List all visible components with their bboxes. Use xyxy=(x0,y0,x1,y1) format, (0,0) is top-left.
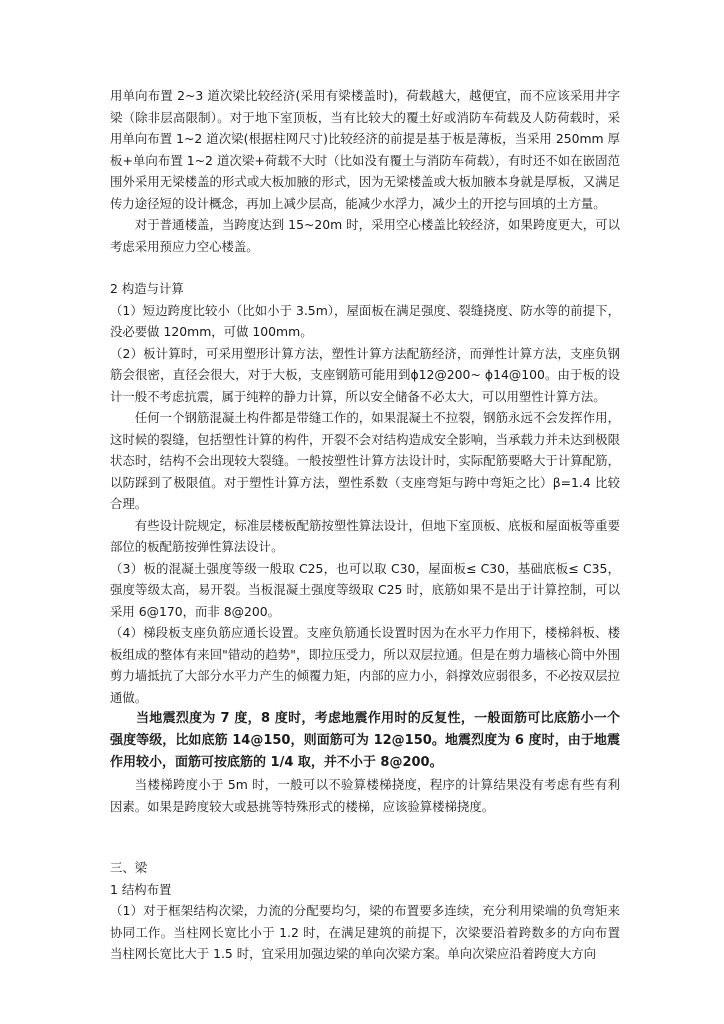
paragraph-design-institute: 有些设计院规定，标准层楼板配筋按塑性算法设计，但地下室顶板、底板和屋面板等重要部位的板配筋按弹性算法设计。 xyxy=(110,517,620,554)
paragraph-item-2: （2）板计算时，可采用塑形计算方法，塑性计算方法配筋经济，而弹性计算方法，支座负钢筋会很密，直径会很大，对于大板，支座钢筋可能用到ϕ12@200~ ϕ14@100。由于板的设计一般不考虑抗震，属于纯粹的静力计算，所以安全储备不必太大，可以用塑性计算方法。 xyxy=(110,345,620,404)
chapter-heading-beams: 三、梁 xyxy=(110,860,148,875)
paragraph-item-4: （4）梯段板支座负筋应通长设置。支座负筋通长设置时因为在水平力作用下，楼梯斜板、楼板组成的整体有来回"错动的趋势"，即拉压受力，所以双层拉通。但是在剪力墙核心筒中外围剪力墙抵抗了大部分水平力产生的倾覆力矩，内部的应力小，斜撑效应弱很多，不必按双层拉通做。 xyxy=(110,625,620,705)
section-heading-layout: 1 结构布置 xyxy=(110,881,172,897)
paragraph-floor-beams: 用单向布置 2~3 道次梁比较经济(采用有梁楼盖时)，荷载越大，越便宜，而不应该采用井字梁（除非层高限制）。对于地下室顶板，当有比较大的覆土好或消防车荷载及人防荷载时，采用单向布置 1~2 道次梁(根据柱网尺寸)比较经济的前提是基于板是薄板，当采用 250mm 厚板+单向布置 1~2 道次梁+荷载不大时（比如没有覆土与消防车荷载），有时还不如在嵌固范围外采用无梁楼盖的形式或大板加腋的形式，因为无梁楼盖或大板加腋本身就是厚板，又满足传力途径短的设计概念，再加上减少层高，能减少水浮力，减少土的开挖与回填的土方量。 xyxy=(110,88,620,211)
paragraph-beam-item-1: （1）对于框架结构次梁，力流的分配要均匀，梁的布置要多连续，充分利用梁端的负弯矩来协同工作。当柱网长宽比小于 1.2 时，在满足建筑的前提下，次梁要沿着跨数多的方向布置当柱网长宽比大于 1.5 时，宜采用加强边梁的单向次梁方案。单向次梁应沿着跨度大方向 xyxy=(110,903,620,961)
document-body xyxy=(110,85,620,965)
paragraph-item-1: （1）短边跨度比较小（比如小于 3.5m），屋面板在满足强度、裂缝挠度、防水等的前提下，没必要做 120mm，可做 100mm。 xyxy=(110,302,620,339)
spacer xyxy=(110,257,620,278)
paragraph-seismic-bold: 当地震烈度为 7 度，8 度时，考虑地震作用时的反复性，一般面筋可比底筋小一个强度等级，比如底筋 14@150，则面筋可为 12@150。地震烈度为 6 度时，由于地震作用较小，面筋可按底筋的 1/4 取，并不小于 8@200。 xyxy=(110,711,620,770)
paragraph-cracking: 任何一个钢筋混凝土构件都是带缝工作的，如果混凝土不拉裂，钢筋永远不会发挥作用，这时候的裂缝，包括塑性计算的构件，开裂不会对结构造成安全影响，当承载力并未达到极限状态时，结构不会出现较大裂缝。一般按塑性计算方法设计时，实际配筋要略大于计算配筋，以防踩到了极限值。对于塑性计算方法，塑性系数（支座弯矩与跨中弯矩之比）β=1.4 比较合理。 xyxy=(110,410,620,511)
spacer xyxy=(110,817,620,857)
paragraph-hollow-floor: 对于普通楼盖，当跨度达到 15~20m 时，采用空心楼盖比较经济，如果跨度更大，可以考虑采用预应力空心楼盖。 xyxy=(110,217,620,254)
paragraph-stair-deflection: 当楼梯跨度小于 5m 时，一般可以不验算楼梯挠度，程序的计算结果没有考虑有些有利因素。如果是跨度较大或悬挑等特殊形式的楼梯，应该验算楼梯挠度。 xyxy=(110,777,620,814)
paragraph-item-3: （3）板的混凝土强度等级一般取 C25，也可以取 C30，屋面板≤ C30，基础底板≤ C35，强度等级太高，易开裂。当板混凝土强度等级取 C25 时，底筋如果不是出于计算控制，可以采用 6@170，而非 8@200。 xyxy=(110,560,620,619)
section-heading-construction: 2 构造与计算 xyxy=(110,281,184,296)
